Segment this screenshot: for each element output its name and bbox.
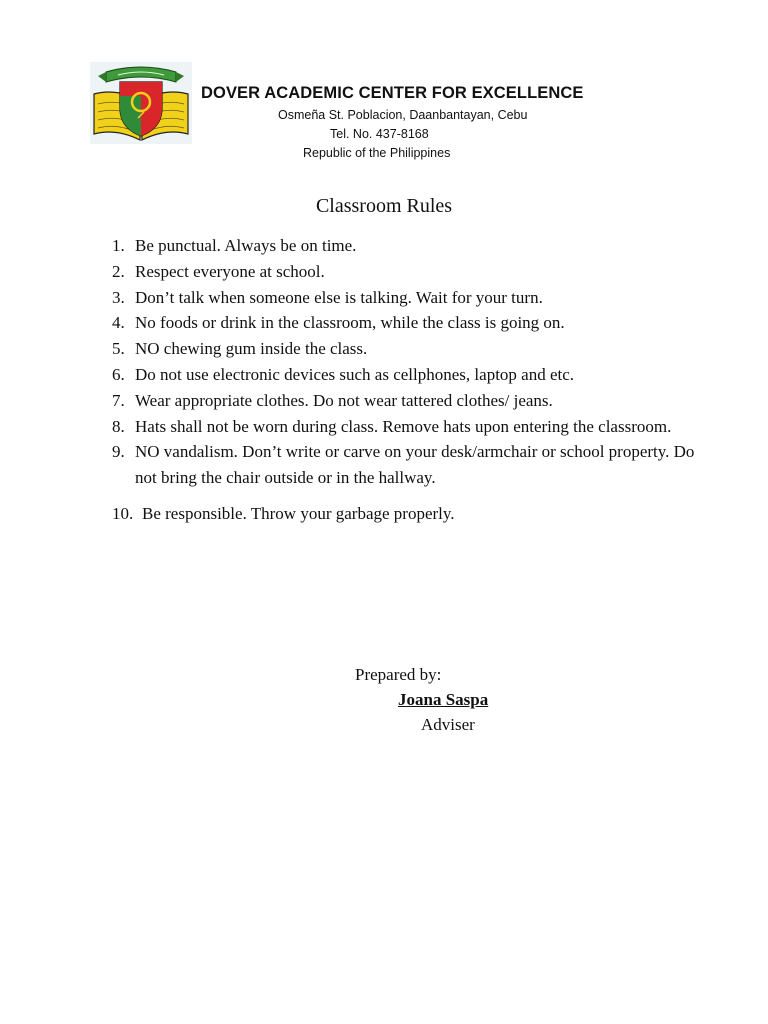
rules-list [112, 233, 712, 527]
rule-item [112, 388, 712, 414]
rule-number: 9. [112, 442, 125, 462]
rule-item [112, 285, 712, 311]
rule-number: 6. [112, 364, 125, 384]
rule-item [112, 259, 712, 285]
signatory-name: Joana Saspa [398, 690, 489, 709]
school-logo-icon [90, 62, 192, 144]
rule-number: 1. [112, 236, 125, 255]
rule-text: No foods or drink in the classroom, while the class is going on. [135, 313, 565, 333]
signatory-role: Adviser [421, 715, 475, 734]
school-address: Osmeña St. Poblacion, Daanbantayan, Cebu [278, 108, 528, 122]
school-telephone: Tel. No. 437-8168 [330, 127, 429, 141]
school-name: DOVER ACADEMIC CENTER FOR EXCELLENCE [201, 84, 584, 102]
rule-item [112, 501, 712, 527]
rule-item [112, 233, 712, 259]
rule-text: Respect everyone at school. [135, 261, 325, 281]
rule-number: 8. [112, 416, 125, 436]
rule-item [112, 310, 712, 336]
prepared-by-label: Prepared by: [355, 665, 442, 684]
rule-text: Don’t talk when someone else is talking. Wait for your turn. [135, 287, 543, 307]
rule-item [112, 336, 712, 362]
rule-number: 5. [112, 339, 125, 359]
rule-number: 7. [112, 390, 125, 410]
rule-text: Wear appropriate clothes. Do not wear tattered clothes/ jeans. [135, 390, 553, 410]
rule-text: Be responsible. Throw your garbage properly. [142, 503, 455, 523]
rule-text: NO chewing gum inside the class. [135, 339, 368, 359]
rule-item [112, 414, 712, 440]
rule-text: NO vandalism. Don’t write or carve on your desk/armchair or school property. Do not bring the chair outside or in the hallway. [135, 442, 695, 488]
rule-item [112, 439, 712, 491]
rule-number: 3. [112, 287, 125, 307]
rule-number: 2. [112, 261, 125, 281]
rule-number: 4. [112, 313, 125, 333]
rule-text: Do not use electronic devices such as cellphones, laptop and etc. [135, 364, 575, 384]
rule-item [112, 362, 712, 388]
school-country: Republic of the Philippines [303, 146, 451, 160]
rule-text: Be punctual. Always be on time. [135, 236, 357, 255]
document-title: Classroom Rules [315, 195, 453, 217]
rule-text: Hats shall not be worn during class. Remove hats upon entering the classroom. [135, 416, 672, 436]
rule-number: 10. [112, 503, 134, 523]
